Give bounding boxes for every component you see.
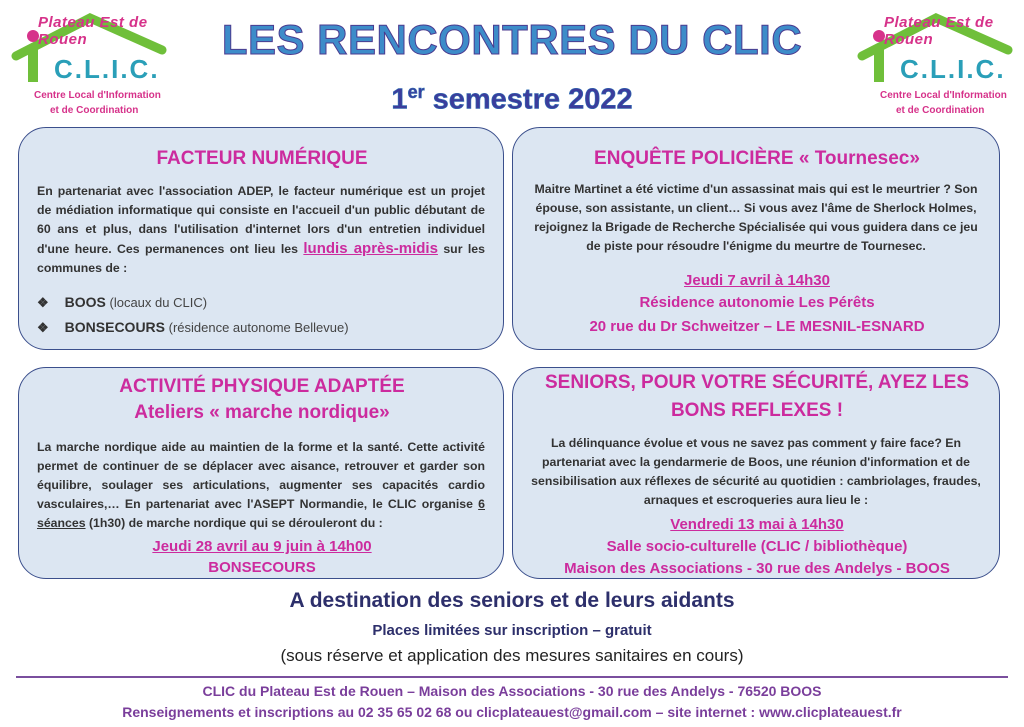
- card-heading: FACTEUR NUMÉRIQUE: [156, 148, 368, 169]
- card-body: [37, 182, 485, 278]
- semester-superscript: er: [407, 82, 425, 102]
- bullet-item: [37, 319, 349, 336]
- footer-contact: Renseignements et inscriptions au 02 35 65 02 68 ou clicplateauest@gmail.com – site internet : www.clicplateauest.fr: [122, 704, 902, 720]
- footer-address: CLIC du Plateau Est de Rouen – Maison des Associations - 30 rue des Andelys - 76520 BOOS: [202, 683, 822, 699]
- card-heading: ENQUÊTE POLICIÈRE « Tournesec»: [594, 148, 920, 169]
- logo-arc-text: Plateau Est de Rouen: [884, 14, 994, 48]
- diamond-bullet-icon: ❖: [37, 295, 49, 310]
- body-text: En partenariat avec l'association ADEP, le facteur numérique est un projet de médiation informatique qui consiste en l'accueil d'un public débutant de 60 ans et plus, dans l'utilisation d'internet lors d'un entretien individuel d'une heure. Ces permanences ont lieu les: [37, 184, 485, 256]
- bullet-light: (résidence autonome Bellevue): [165, 320, 349, 335]
- event-address: 20 rue du Dr Schweitzer – LE MESNIL-ESNARD: [589, 318, 925, 335]
- card-body: Maitre Martinet a été victime d'un assassinat mais qui est le meurtrier ? Son épouse, son assistante, un client… Si vous avez l'âme de Sherlock Holmes, rejoignez la Brigade de Recherche Spécialisée qui vous guidera dans ce jeu de piste pour résoudre l'énigme du meurtre de Tournesec.: [534, 182, 978, 253]
- card-heading-line2: BONS REFLEXES !: [670, 400, 844, 421]
- logo-subtitle-2: et de Coordination: [50, 105, 139, 116]
- logo-subtitle-1: Centre Local d'Information: [880, 90, 1007, 101]
- clic-logo-right: [856, 10, 1016, 115]
- logo-subtitle-1: Centre Local d'Information: [34, 90, 161, 101]
- card-heading: SENIORS, POUR VOTRE SÉCURITÉ, AYEZ LES: [544, 372, 970, 393]
- bullet-strong: BONSECOURS: [64, 319, 166, 335]
- body-text: La marche nordique aide au maintien de la forme et la santé. Cette activité permet de continuer de se déplacer avec aisance, retrouver et garder son équilibre, soulager ses articulations, augmenter ses capacités cardio vasculaires,… En partenariat avec l'ASEPT Normandie, le CLIC organise: [37, 440, 485, 511]
- semester-text: semestre 2022: [424, 83, 633, 116]
- clic-logo-left: [10, 10, 170, 115]
- event-date: Vendredi 13 mai à 14h30: [670, 516, 844, 533]
- bullet-item: [37, 294, 207, 311]
- card-body: [37, 438, 485, 533]
- logo-arc-text: Plateau Est de Rouen: [38, 14, 148, 48]
- event-place: Résidence autonomie Les Pérêts: [639, 294, 875, 311]
- activite-physique-card: [18, 367, 504, 579]
- body-text-end: (1h30) de marche nordique qui se dérouleront du :: [85, 516, 383, 530]
- body-text-end: sur les communes de :: [37, 242, 485, 275]
- enquete-policiere-card: [512, 127, 1000, 350]
- card-heading: ACTIVITÉ PHYSIQUE ADAPTÉE: [119, 376, 405, 397]
- bullet-strong: BOOS: [64, 294, 106, 310]
- semester-number: 1: [391, 83, 408, 116]
- logo-clic: C.L.I.C.: [54, 54, 160, 84]
- highlight-days: lundis après-midis: [303, 240, 438, 257]
- card-subheading: Ateliers « marche nordique»: [134, 402, 390, 423]
- registration-line: Places limitées sur inscription – gratuit: [372, 622, 652, 639]
- bullet-light: (locaux du CLIC): [105, 295, 208, 310]
- event-date: Jeudi 7 avril à 14h30: [684, 272, 830, 289]
- diamond-bullet-icon: ❖: [37, 320, 49, 335]
- facteur-numerique-card: [18, 127, 504, 350]
- event-address: Maison des Associations - 30 rue des Andelys - BOOS: [564, 560, 950, 577]
- sanitary-note: (sous réserve et application des mesures sanitaires en cours): [280, 646, 744, 665]
- logo-subtitle-2: et de Coordination: [896, 105, 985, 116]
- event-place: Salle socio-culturelle (CLIC / bibliothèque): [606, 538, 908, 555]
- card-body: La délinquance évolue et vous ne savez pas comment y faire face? En partenariat avec la gendarmerie de Boos, une réunion d'information et de sensibilisation aux réflexes de sécurité au quotidien : cambriolages, fraudes, arnaques et escroqueries aura lieu le :: [531, 436, 981, 507]
- seniors-securite-card: [512, 367, 1000, 579]
- sessions-count: 6 séances: [37, 497, 485, 530]
- page-title: LES RENCONTRES DU CLIC: [221, 16, 803, 63]
- event-date: Jeudi 28 avril au 9 juin à 14h00: [152, 538, 372, 555]
- page-subtitle: [200, 82, 824, 117]
- logo-clic: C.L.I.C.: [900, 54, 1006, 84]
- event-place: BONSECOURS: [208, 559, 316, 576]
- audience-line: A destination des seniors et de leurs aidants: [289, 589, 735, 612]
- footer-divider: [16, 676, 1008, 678]
